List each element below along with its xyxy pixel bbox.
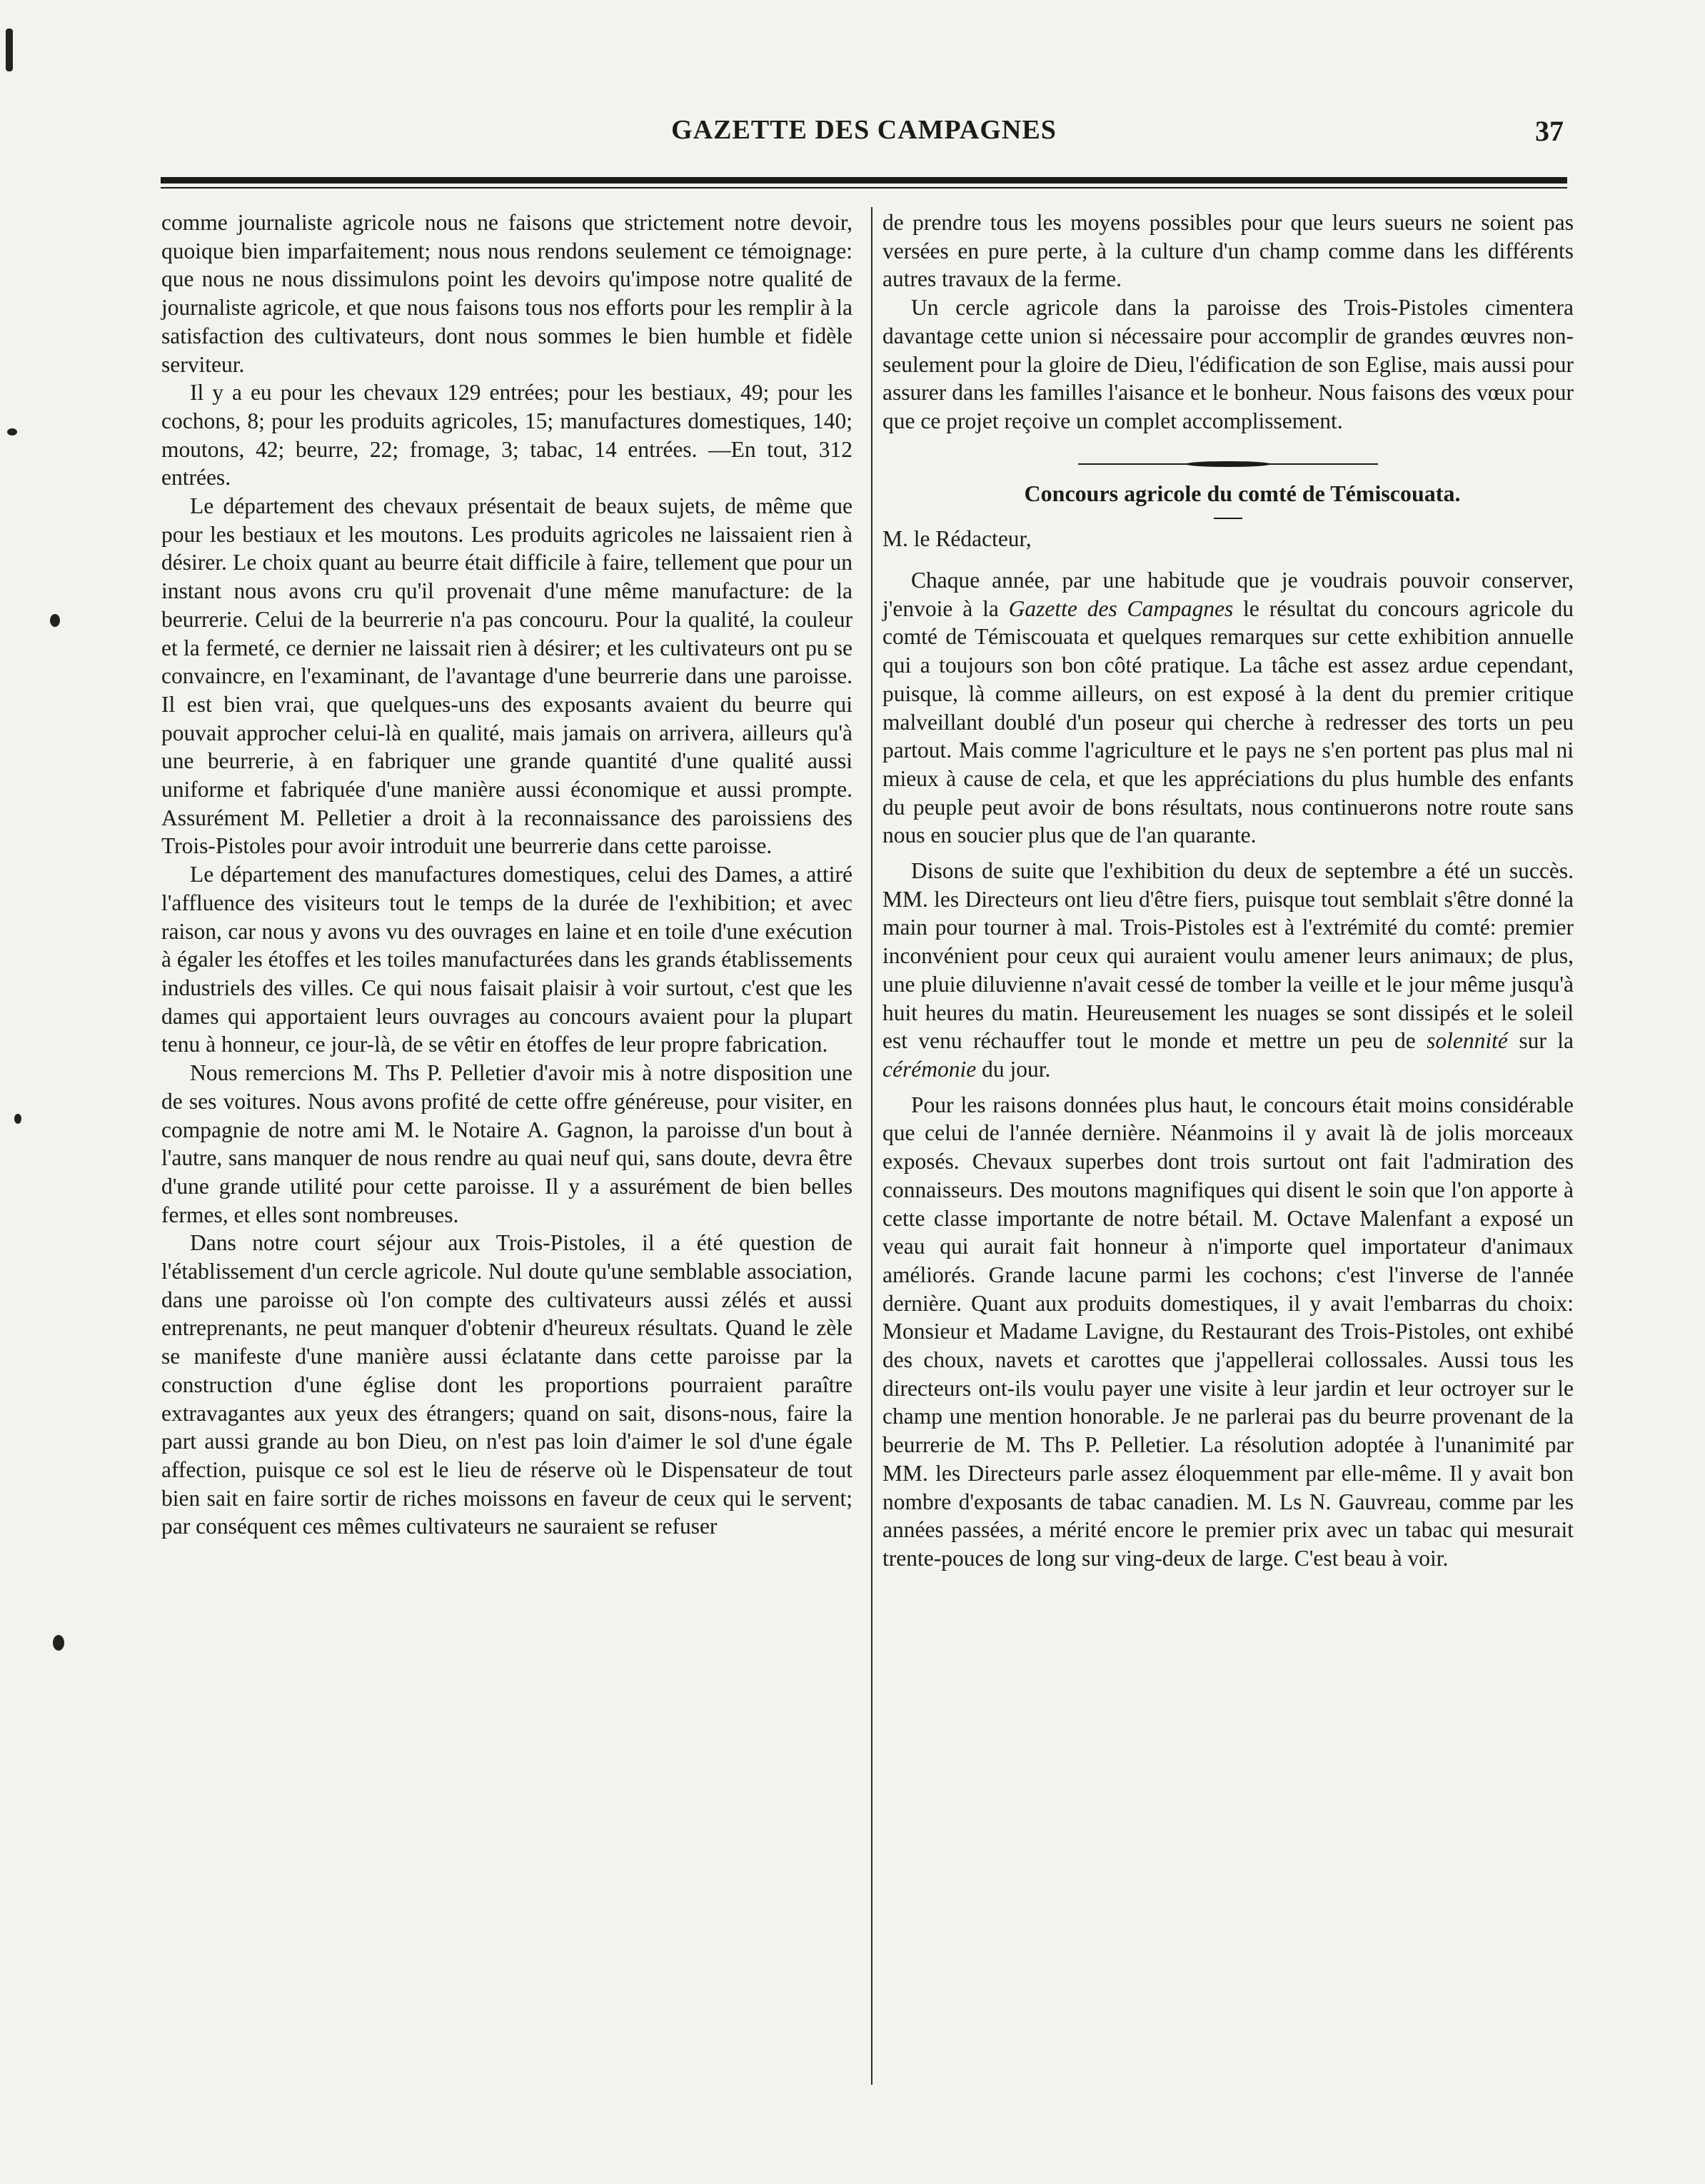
paragraph: Le département des manufactures domestiques, celui des Dames, a attiré l'affluence des visiteurs tout le temps de la durée de l'exhibition; et avec raison, car nous y avons vu des ouvrages en laine et en toile d'une exécution à égaler les étoffes et les toiles manufacturées dans les grands établissements industriels des villes. Ce qui nous faisait plaisir à voir surtout, c'est que les dames qui apportaient leurs ouvrages au concours avaient pour la plupart tenu à honneur, ce jour-là, de se vêtir en étoffes de leur propre fabrication. (161, 862, 852, 1057)
scan-speck (14, 1114, 21, 1124)
paragraph: Un cercle agricole dans la paroisse des Trois-Pistoles cimentera davantage cette union si nécessaire pour accomplir de grandes œuvres non-seulement pour la gloire de Dieu, l'édification de son Eglise, mais aussi pour assurer dans les familles l'aisance et le bonheur. Nous faisons des vœux pour que ce projet reçoive un complet accomplissement. (882, 295, 1574, 433)
paragraph: Pour les raisons données plus haut, le concours était moins considérable que celui de l'année dernière. Néanmoins il y avait là de jolis morceaux exposés. Chevaux superbes dont trois surtout ont fait l'admiration des connaisseurs. Des moutons magnifiques qui disent le soin que l'on apporte à cette classe importante de notre bétail. M. Octave Malenfant a exposé un veau qui aurait fait honneur à n'importe quel importateur d'animaux améliorés. Grande lacune parmi les cochons; c'est l'inverse de l'année dernière. Quant aux produits domestiques, il y avait l'embarras du choix: Monsieur et Madame Lavigne, du Restaurant des Trois-Pistoles, ont exhibé des choux, navets et carottes que j'appellerai collossales. Aussi tous les directeurs ont-ils voulu payer une visite à leur jardin et leur octroyer sur le champ une mention honorable. Je ne parlerai pas du beurre provenant de la beurrerie de M. Ths P. Pelletier. La résolution adoptée à l'unanimité par MM. les Directeurs parle assez éloquemment par elle-même. Il y avait bon nombre d'exposants de tabac canadien. M. Ls N. Gauvreau, comme par les années passées, a mérité encore le premier prix avec un tabac qui mesurait trente-pouces de long sur ving-deux de large. C'est beau à voir. (882, 1092, 1574, 1571)
salutation: M. le Rédacteur, (882, 526, 1032, 552)
paragraph (882, 566, 1574, 850)
header-rule-thin (161, 187, 1567, 188)
masthead: GAZETTE DES CAMPAGNES (671, 115, 1057, 145)
header-rule-thick (161, 177, 1567, 183)
italic-run: solennité (1427, 1028, 1508, 1054)
page-number: 37 (1535, 115, 1564, 147)
text-run: sur la (1507, 1028, 1574, 1054)
paragraph (882, 857, 1574, 1084)
paragraph: de prendre tous les moyens possibles pour que leurs sueurs ne soient pas versées en pure perte, à la culture d'un champ comme dans les différents autres travaux de la ferme. (882, 210, 1574, 292)
section-title: Concours agricole du comté de Témiscouata. (1024, 480, 1461, 506)
scan-speck (6, 29, 13, 71)
text-run: du jour. (976, 1056, 1051, 1082)
paragraph: Il y a eu pour les chevaux 129 entrées; pour les bestiaux, 49; pour les cochons, 8; pour les produits agricoles, 15; manufactures domestiques, 140; moutons, 42; beurre, 22; fromage, 3; tabac, 14 entrées. —En tout, 312 entrées. (161, 380, 852, 490)
scan-speck (7, 428, 17, 436)
text-run: Disons de suite que l'exhibition du deux de septembre a été un succès. MM. les Directeurs ont lieu d'être fiers, puisque tout semblait s'être donné la main pour tourner à mal. Trois-Pistoles est à l'extrémité du comté: premier inconvénient pour ceux qui auraient voulu amener leurs animaux; de plus, une pluie diluvienne n'avait cessé de tomber la veille et le jour même jusqu'à huit heures du matin. Heureusement les nuages se sont dissipés et le soleil est venu réchauffer tout le monde et mettre un peu de (882, 858, 1574, 1054)
text-run: le résultat du concours agricole du comté de Témiscouata et quelques remarques sur cette exhibition annuelle qui a toujours son bon côté pratique. La tâche est assez ardue cependant, puisque, là comme ailleurs, on est exposé à la dent du premier critique malveillant doublé d'un poseur qui cherche à redresser des torts un peu partout. Mais comme l'agriculture et le pays ne s'en portent pas plus mal ni mieux à cause de cela, et que les appréciations du plus humble des enfants du peuple peut avoir de bons résultats, nous continuerons notre route sans nous en soucier plus que de l'an quarante. (882, 595, 1574, 848)
title-rule (1214, 518, 1242, 519)
scan-speck (53, 1635, 64, 1651)
right-column (882, 208, 1574, 1573)
column-divider (871, 207, 872, 2085)
paragraph: Dans notre court séjour aux Trois-Pistoles, il a été question de l'établissement d'un cercle agricole. Nul doute qu'une semblable association, dans une paroisse où l'on compte des cultivateurs aussi zélés et aussi entreprenants, ne peut manquer d'obtenir d'heureux résultats. Quand le zèle se manifeste d'une manière aussi éclatante dans cette paroisse par la construction d'une église dont les proportions pourraient paraître extravagantes aux yeux des étrangers; quand on sait, disons-nous, faire la part aussi grande au bon Dieu, on n'est pas loin d'aimer le sol d'une égale affection, puisque ce sol est le lieu de réserve où le Dispensateur de tout bien sait en faire sortir de riches moissons en faveur de ceux qui le servent; par conséquent ces mêmes cultivateurs ne sauraient se refuser (161, 1230, 852, 1539)
scan-speck (50, 614, 60, 627)
left-column (161, 208, 852, 1541)
italic-run: cérémonie (882, 1056, 977, 1082)
section-ornament (1078, 461, 1378, 467)
paragraph: Le département des chevaux présentait de beaux sujets, de même que pour les bestiaux et les moutons. Les produits agricoles ne laissaient rien à désirer. Le choix quant au beurre était difficile à faire, tellement que pour un instant nous avons cru qu'il provenait d'une même manufacture: de la beurrerie. Celui de la beurrerie n'a pas concouru. Pour la qualité, la couleur et la fermeté, ce dernier ne laissait rien à désirer; et les cultivateurs ont pu se convaincre, en l'examinant, de l'avantage d'une beurrerie dans une paroisse. Il est bien vrai, que quelques-uns des exposants avaient du beurre qui pouvait approcher celui-là en qualité, mais jamais on arrivera, ailleurs qu'à une beurrerie, à en fabriquer une grande quantité d'une qualité aussi uniforme et fabriquée d'une manière aussi économique et aussi prompte. Assurément M. Pelletier a droit à la reconnaissance des paroissiens des Trois-Pistoles pour avoir introduit une beurrerie dans cette paroisse. (161, 493, 852, 859)
text-run: Chaque année, par une habitude que je voudrais pouvoir conserver, j'envoie à la (882, 568, 1574, 621)
italic-run: Gazette des Campagnes (1008, 595, 1234, 621)
paragraph: comme journaliste agricole nous ne faisons que strictement notre devoir, quoique bien imparfaitement; nous nous rendons seulement ce témoignage: que nous ne nous dissimulons point les devoirs qu'impose notre qualité de journaliste agricole, et que nous faisons tous nos efforts pour les remplir à la satisfaction des cultivateurs, dont nous sommes le bien humble et fidèle serviteur. (161, 210, 852, 377)
paragraph: Nous remercions M. Ths P. Pelletier d'avoir mis à notre disposition une de ses voitures. Nous avons profité de cette offre généreuse, pour visiter, en compagnie de notre ami M. le Notaire A. Gagnon, la paroisse d'un bout à l'autre, sans manquer de nous rendre au quai neuf qui, sans doute, devra être d'une grande utilité pour cette paroisse. Il y a assurément de bien belles fermes, et elles sont nombreuses. (161, 1060, 852, 1227)
page-header (164, 114, 1564, 157)
